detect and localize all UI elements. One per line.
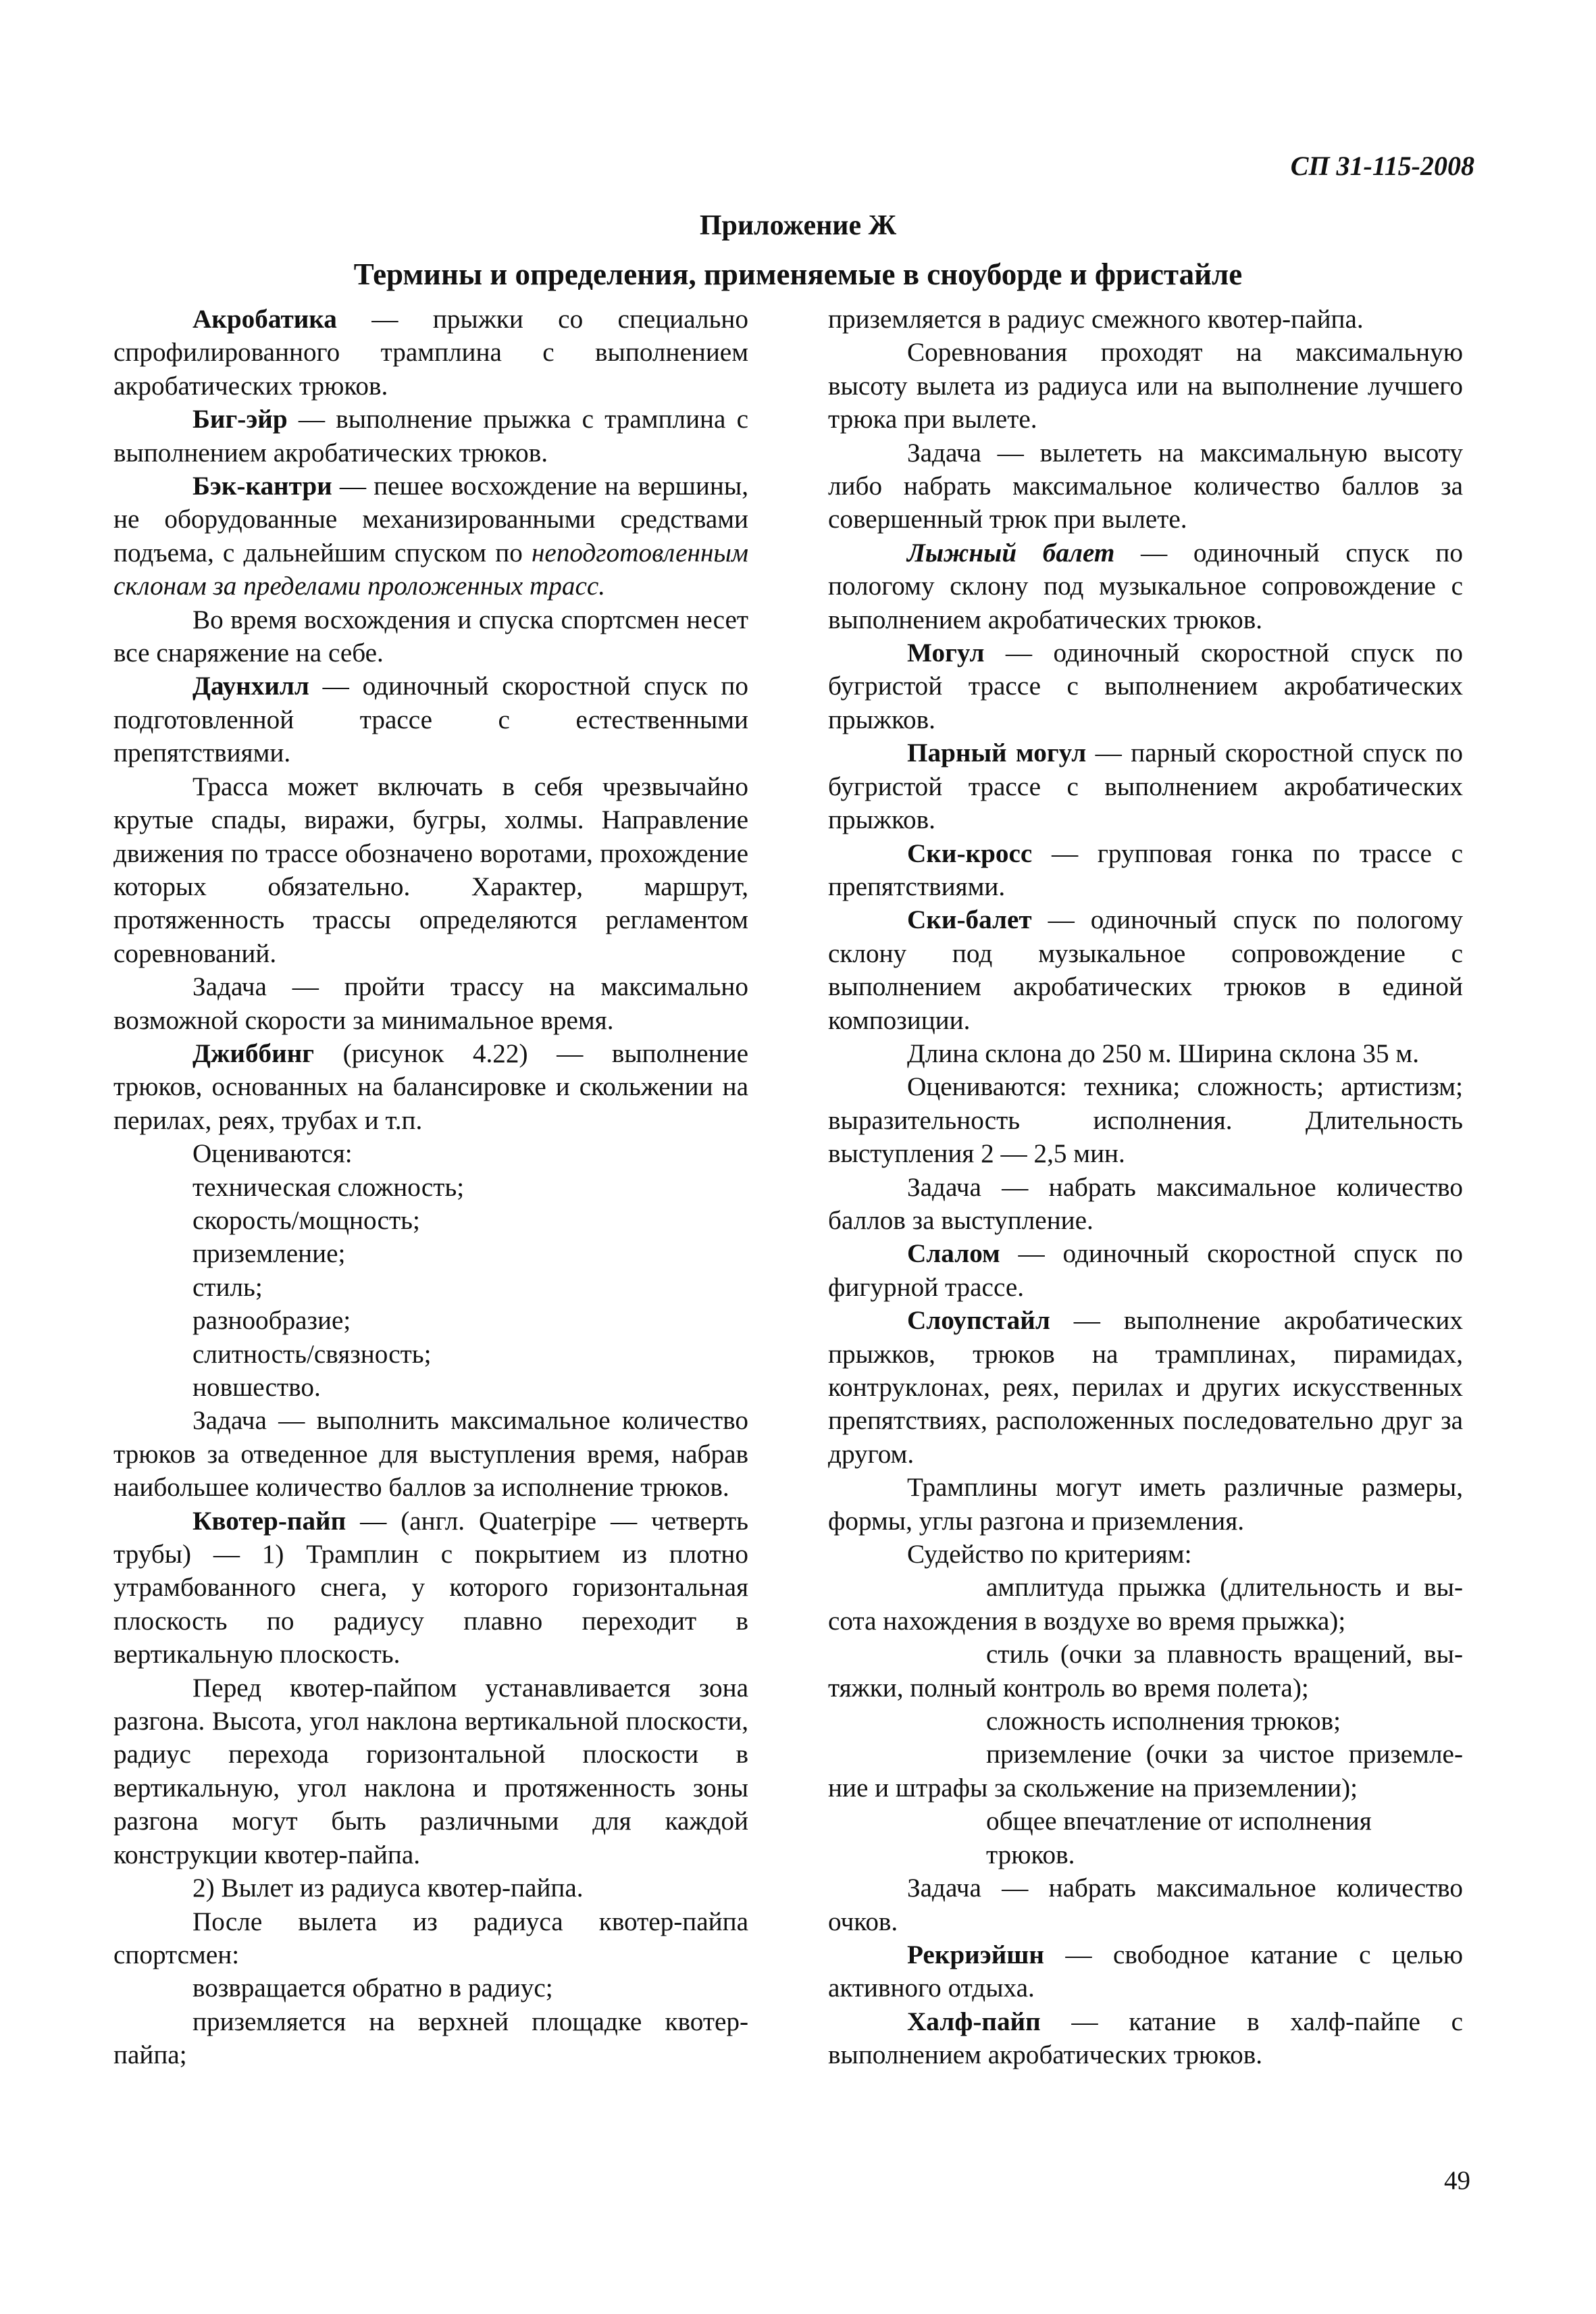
term-quarter-pipe: Квотер-пайп (192, 1506, 346, 1536)
term-paragraph (113, 670, 748, 770)
criteria-rest: сота нахождения в воздухе во время прыжка); (828, 1606, 1346, 1636)
term-definition: — свободное катание с целью активного отдыха. (828, 1940, 1463, 2003)
body-paragraph: Соревнования проходят на максимальную высоту вылета из радиуса или на выполнение лучшего трюка при вылете. (828, 338, 1463, 434)
term-downhill: Даунхилл (192, 672, 309, 701)
term-paragraph (828, 903, 1463, 1037)
term-definition: — одиночный скоростной спуск по подготовленной трассе с естественными препятствиями. (113, 672, 748, 768)
term-definition: — (англ. Quaterpipe — четверть трубы) — 1) Трамплин с покрытием из плотно утрамбованного снега, у которого горизонтальная плоскость по радиусу плавно переходит в вертикальную плоскость. (113, 1506, 748, 1669)
criteria-item: общее впечатление от исполнения трюков. (986, 1807, 1372, 1869)
term-definition: — прыжки со специально спрофилированного трамплина с выполнением акробатических трюков. (113, 305, 748, 401)
term-paragraph (828, 636, 1463, 736)
term-paragraph (828, 837, 1463, 904)
body-paragraph: 2) Вылет из радиуса квотер-пайпа. (192, 1873, 584, 1903)
criteria-item: амплитуда прыжка (длительность и вы- сота нахождения в воздухе во время прыжка); (828, 1573, 1463, 1636)
term-definition: — парный скоростной спуск по бугристой трассе с выполнением акробатических прыжков. (828, 738, 1463, 835)
body-paragraph: приземляется в радиус смежного квотер-пайпа. (828, 305, 1364, 334)
term-recreation: Рекриэйшн (907, 1940, 1044, 1969)
body-paragraph: Задача — вылететь на максимальную высоту либо набрать максимальное количество баллов за совершенный трюк при вылете. (828, 438, 1463, 534)
term-paragraph (828, 1304, 1463, 1471)
body-paragraph: Задача — набрать максимальное количество очков. (828, 1873, 1463, 1936)
term-paragraph (828, 1237, 1463, 1304)
term-jibbing: Джиббинг (192, 1038, 315, 1068)
body-paragraph: Трасса может включать в себя чрезвычайно крутые спады, виражи, бугры, холмы. Направление движения по трассе обозначено воротами, прохождение которых обязательно. Характер, маршрут, протяженность трассы определяются регламентом соревнований. (113, 772, 748, 968)
body-paragraph: После вылета из радиуса квотер-пайпа спортсмен: (113, 1907, 748, 1969)
right-column (828, 303, 1463, 2072)
body-paragraph: возвращается обратно в радиус; (192, 1973, 553, 2003)
term-paragraph (113, 403, 748, 470)
evaluation-item: слитность/связность; (192, 1339, 432, 1369)
criteria-rest: ние и штрафы за скольжение на приземлении); (828, 1773, 1358, 1803)
criteria-lead: приземление (очки за чистое приземле (986, 1740, 1454, 1769)
term-akrobatika: Акробатика (192, 305, 337, 334)
term-slopestyle: Слоупстайл (907, 1306, 1050, 1336)
term-paragraph (113, 303, 748, 403)
criteria-rest: тяжки, полный контроль во время полета); (828, 1673, 1309, 1703)
body-paragraph: Задача — набрать максимальное количество баллов за выступление. (828, 1172, 1463, 1235)
term-pair-mogul: Парный могул (907, 738, 1087, 768)
term-mogul: Могул (907, 638, 985, 668)
evaluation-item: стиль; (192, 1272, 263, 1302)
criteria-lead: стиль (очки за плавность вращений, вы (986, 1640, 1454, 1669)
left-column (113, 303, 748, 2072)
term-definition: — выполнение прыжка с трамплина с выполнением акробатических трюков. (113, 405, 748, 468)
body-paragraph: Длина склона до 250 м. Ширина склона 35 м. (907, 1038, 1420, 1068)
criteria-item: стиль (очки за плавность вращений, вы- тяжки, полный контроль во время полета); (828, 1640, 1463, 1703)
term-definition: — катание в халф-пайпе с выполнением акробатических трюков. (828, 2007, 1463, 2070)
appendix-heading: Приложение Ж (699, 210, 897, 241)
term-paragraph (828, 2005, 1463, 2072)
term-definition: — одиночный скоростной спуск по бугристой трассе с выполнением акробатических прыжков. (828, 638, 1463, 734)
term-definition: (рисунок 4.22) — выполнение трюков, основанных на балансировке и скольжении на перилах, реях, трубах и т.п. (113, 1038, 748, 1135)
evaluation-item: приземление; (192, 1239, 346, 1269)
term-definition: — одиночный скоростной спуск по фигурной трассе. (828, 1239, 1463, 1302)
term-definition: — одиночный спуск по пологому склону под музыкальное сопровождение с выполнением акробатических трюков. (828, 538, 1463, 634)
body-paragraph: Задача — пройти трассу на максимально возможной скорости за минимальное время. (113, 972, 748, 1035)
term-paragraph (113, 1505, 748, 1671)
body-paragraph: Оцениваются: техника; сложность; артистизм; выразительность исполнения. Длительность выступления 2 — 2,5 мин. (828, 1072, 1463, 1169)
term-definition: — выполнение акробатических прыжков, трюков на трамплинах, пирамидах, контруклонах, реях, перилах и других искусственных препятствиях, расположенных последовательно друг за другом. (828, 1306, 1463, 1469)
term-paragraph (828, 736, 1463, 836)
term-paragraph (828, 1938, 1463, 2005)
criteria-lead: амплитуда прыжка (длительность и вы (986, 1573, 1454, 1603)
evaluation-item: разнообразие; (192, 1306, 351, 1336)
criteria-item: приземление (очки за чистое приземле- ние и штрафы за скольжение на приземлении); (828, 1740, 1463, 1803)
body-paragraph: Задача — выполнить максимальное количество трюков за отведенное для выступления время, набрав наибольшее количество баллов за исполнение трюков. (113, 1406, 748, 1503)
criteria-item: сложность исполнения трюков; (986, 1707, 1341, 1736)
term-paragraph (113, 1037, 748, 1137)
term-half-pipe: Халф-пайп (907, 2007, 1041, 2036)
body-paragraph: приземляется на верхней площадке квотер-пайпа; (113, 2007, 748, 2070)
evaluation-heading: Оцениваются: (192, 1139, 353, 1169)
body-paragraph: Перед квотер-пайпом устанавливается зона разгона. Высота, угол наклона вертикальной плоскости, радиус перехода горизонтальной плоскости в вертикальную, угол наклона и протяженность зоны разгона могут быть различными для каждой конструкции квотер-пайпа. (113, 1673, 748, 1869)
body-paragraph: Судейство по критериям: (907, 1540, 1192, 1569)
term-definition: — пешее восхождение на вершины, не оборудованные механизированными средствами подъема, с дальнейшим спуском по (113, 472, 748, 568)
term-definition: — одиночный спуск по пологому склону под музыкальное сопровождение с выполнением акробатических трюков в единой композиции. (828, 905, 1463, 1035)
evaluation-item: новшество. (192, 1373, 321, 1402)
term-big-air: Биг-эйр (192, 405, 288, 434)
term-paragraph (113, 470, 748, 603)
term-ski-ballet: Ски-балет (907, 905, 1032, 935)
section-title: Термины и определения, применяемые в сноуборде и фристайле (353, 257, 1243, 291)
term-ski-ballet-lyzhny: Лыжный балет (907, 538, 1115, 568)
body-paragraph: Во время восхождения и спуска спортсмен несет все снаряжение на себе. (113, 605, 748, 668)
evaluation-item: скорость/мощность; (192, 1205, 420, 1235)
evaluation-item: техническая сложность; (192, 1172, 465, 1202)
page-number: 49 (1444, 2166, 1470, 2195)
term-definition-italic: неподготовленным склонам за пределами проложенных трасс. (113, 538, 748, 601)
term-definition: — групповая гонка по трассе с препятствиями. (828, 838, 1463, 901)
document-code: СП 31-115-2008 (1290, 151, 1474, 181)
body-paragraph: Трамплины могут иметь различные размеры, формы, углы разгона и приземления. (828, 1473, 1463, 1536)
term-paragraph (828, 536, 1463, 636)
term-ski-cross: Ски-кросс (907, 838, 1033, 868)
term-back-country: Бэк-кантри (192, 472, 332, 501)
term-slalom: Слалом (907, 1239, 1000, 1269)
